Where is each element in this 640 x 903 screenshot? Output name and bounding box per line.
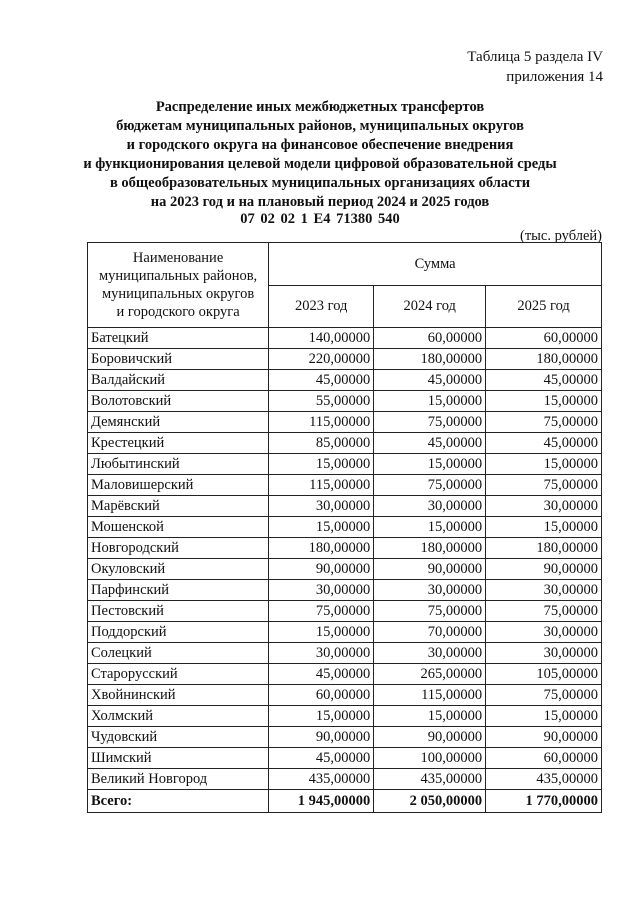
value-2025: 75,00000 [486, 412, 602, 433]
value-2023: 220,00000 [269, 349, 374, 370]
value-2023: 15,00000 [269, 517, 374, 538]
value-2023: 140,00000 [269, 328, 374, 349]
document-title [40, 98, 600, 212]
column-header-name-line: и городского округа [116, 304, 240, 320]
value-2025: 180,00000 [486, 538, 602, 559]
table-row [88, 370, 602, 391]
district-name: Великий Новгород [88, 769, 269, 790]
title-line: в общеобразовательных муниципальных организациях области [109, 175, 531, 191]
value-2023: 75,00000 [269, 601, 374, 622]
district-name: Чудовский [88, 727, 269, 748]
value-2025: 60,00000 [486, 328, 602, 349]
value-2023: 90,00000 [269, 559, 374, 580]
value-2024: 15,00000 [374, 706, 486, 727]
value-2024: 180,00000 [374, 349, 486, 370]
district-name: Парфинский [88, 580, 269, 601]
value-2025: 15,00000 [486, 454, 602, 475]
table-row [88, 559, 602, 580]
title-line: на 2023 год и на плановый период 2024 и 2025 годов [150, 194, 490, 210]
value-2023: 30,00000 [269, 580, 374, 601]
table-row [88, 580, 602, 601]
column-header-name-line: муниципальных районов, [98, 268, 258, 284]
title-line: Распределение иных межбюджетных трансфертов [155, 99, 485, 115]
total-row [88, 790, 602, 813]
table-row [88, 496, 602, 517]
district-name: Шимский [88, 748, 269, 769]
value-2024: 90,00000 [374, 727, 486, 748]
value-2023: 435,00000 [269, 769, 374, 790]
value-2023: 30,00000 [269, 643, 374, 664]
table-row [88, 748, 602, 769]
value-2025: 75,00000 [486, 685, 602, 706]
value-2025: 105,00000 [486, 664, 602, 685]
value-2025: 75,00000 [486, 601, 602, 622]
value-2025: 180,00000 [486, 349, 602, 370]
value-2024: 60,00000 [374, 328, 486, 349]
table-row [88, 769, 602, 790]
value-2025: 30,00000 [486, 580, 602, 601]
value-2025: 45,00000 [486, 433, 602, 454]
value-2024: 30,00000 [374, 643, 486, 664]
value-2025: 30,00000 [486, 496, 602, 517]
units-label: (тыс. рублей) [520, 228, 602, 244]
table-row [88, 433, 602, 454]
district-name: Холмский [88, 706, 269, 727]
district-name: Любытинский [88, 454, 269, 475]
column-header-2024: 2024 год [374, 286, 486, 328]
title-line: и функционирования целевой модели цифровой образовательной среды [83, 156, 557, 172]
table-row [88, 538, 602, 559]
value-2025: 75,00000 [486, 475, 602, 496]
district-name: Демянский [88, 412, 269, 433]
value-2023: 55,00000 [269, 391, 374, 412]
column-header-2025: 2025 год [486, 286, 602, 328]
table-row [88, 412, 602, 433]
value-2024: 70,00000 [374, 622, 486, 643]
district-name: Окуловский [88, 559, 269, 580]
value-2024: 265,00000 [374, 664, 486, 685]
total-2025: 1 770,00000 [486, 790, 602, 813]
total-label: Всего: [88, 790, 269, 813]
value-2024: 30,00000 [374, 496, 486, 517]
value-2025: 30,00000 [486, 622, 602, 643]
value-2023: 180,00000 [269, 538, 374, 559]
district-name: Солецкий [88, 643, 269, 664]
district-name: Пестовский [88, 601, 269, 622]
value-2023: 45,00000 [269, 748, 374, 769]
value-2025: 15,00000 [486, 517, 602, 538]
table-row [88, 706, 602, 727]
table-row [88, 601, 602, 622]
table-row [88, 454, 602, 475]
table-row [88, 643, 602, 664]
reference-line-1: Таблица 5 раздела IV [467, 49, 603, 65]
table-row [88, 475, 602, 496]
value-2024: 75,00000 [374, 412, 486, 433]
value-2023: 45,00000 [269, 370, 374, 391]
value-2025: 90,00000 [486, 727, 602, 748]
table-row [88, 685, 602, 706]
title-line: и городского округа на финансовое обеспечение внедрения [126, 137, 514, 153]
district-name: Поддорский [88, 622, 269, 643]
district-name: Новгородский [88, 538, 269, 559]
district-name: Батецкий [88, 328, 269, 349]
value-2025: 60,00000 [486, 748, 602, 769]
value-2024: 435,00000 [374, 769, 486, 790]
table-row [88, 349, 602, 370]
value-2023: 15,00000 [269, 706, 374, 727]
value-2023: 45,00000 [269, 664, 374, 685]
total-2024: 2 050,00000 [374, 790, 486, 813]
district-name: Крестецкий [88, 433, 269, 454]
column-header-2023: 2023 год [269, 286, 374, 328]
value-2024: 15,00000 [374, 517, 486, 538]
column-header-name [88, 243, 269, 328]
budget-code: 07 02 02 1 E4 71380 540 [240, 211, 400, 227]
table-row [88, 622, 602, 643]
value-2024: 45,00000 [374, 370, 486, 391]
value-2023: 15,00000 [269, 622, 374, 643]
value-2024: 90,00000 [374, 559, 486, 580]
table-row [88, 328, 602, 349]
value-2025: 45,00000 [486, 370, 602, 391]
district-name: Старорусский [88, 664, 269, 685]
value-2024: 15,00000 [374, 391, 486, 412]
column-header-name-line: муниципальных округов [101, 286, 255, 302]
value-2024: 45,00000 [374, 433, 486, 454]
value-2023: 30,00000 [269, 496, 374, 517]
value-2024: 115,00000 [374, 685, 486, 706]
transfers-table [87, 242, 602, 813]
district-name: Валдайский [88, 370, 269, 391]
district-name: Хвойнинский [88, 685, 269, 706]
column-header-name-line: Наименование [132, 250, 224, 266]
district-name: Волотовский [88, 391, 269, 412]
value-2025: 435,00000 [486, 769, 602, 790]
value-2024: 100,00000 [374, 748, 486, 769]
value-2025: 15,00000 [486, 391, 602, 412]
value-2025: 15,00000 [486, 706, 602, 727]
value-2024: 15,00000 [374, 454, 486, 475]
title-line: бюджетам муниципальных районов, муниципальных округов [116, 118, 524, 134]
value-2023: 115,00000 [269, 412, 374, 433]
district-name: Марёвский [88, 496, 269, 517]
district-name: Маловишерский [88, 475, 269, 496]
column-header-sum: Сумма [269, 243, 602, 286]
value-2024: 75,00000 [374, 601, 486, 622]
table-reference [467, 47, 603, 87]
value-2025: 90,00000 [486, 559, 602, 580]
value-2023: 90,00000 [269, 727, 374, 748]
value-2025: 30,00000 [486, 643, 602, 664]
table-row [88, 391, 602, 412]
value-2024: 30,00000 [374, 580, 486, 601]
value-2023: 115,00000 [269, 475, 374, 496]
value-2023: 15,00000 [269, 454, 374, 475]
table-row [88, 664, 602, 685]
district-name: Мошенской [88, 517, 269, 538]
value-2023: 85,00000 [269, 433, 374, 454]
district-name: Боровичский [88, 349, 269, 370]
reference-line-2: приложения 14 [506, 69, 603, 85]
table-row [88, 517, 602, 538]
value-2024: 180,00000 [374, 538, 486, 559]
value-2023: 60,00000 [269, 685, 374, 706]
total-2023: 1 945,00000 [269, 790, 374, 813]
table-row [88, 727, 602, 748]
value-2024: 75,00000 [374, 475, 486, 496]
